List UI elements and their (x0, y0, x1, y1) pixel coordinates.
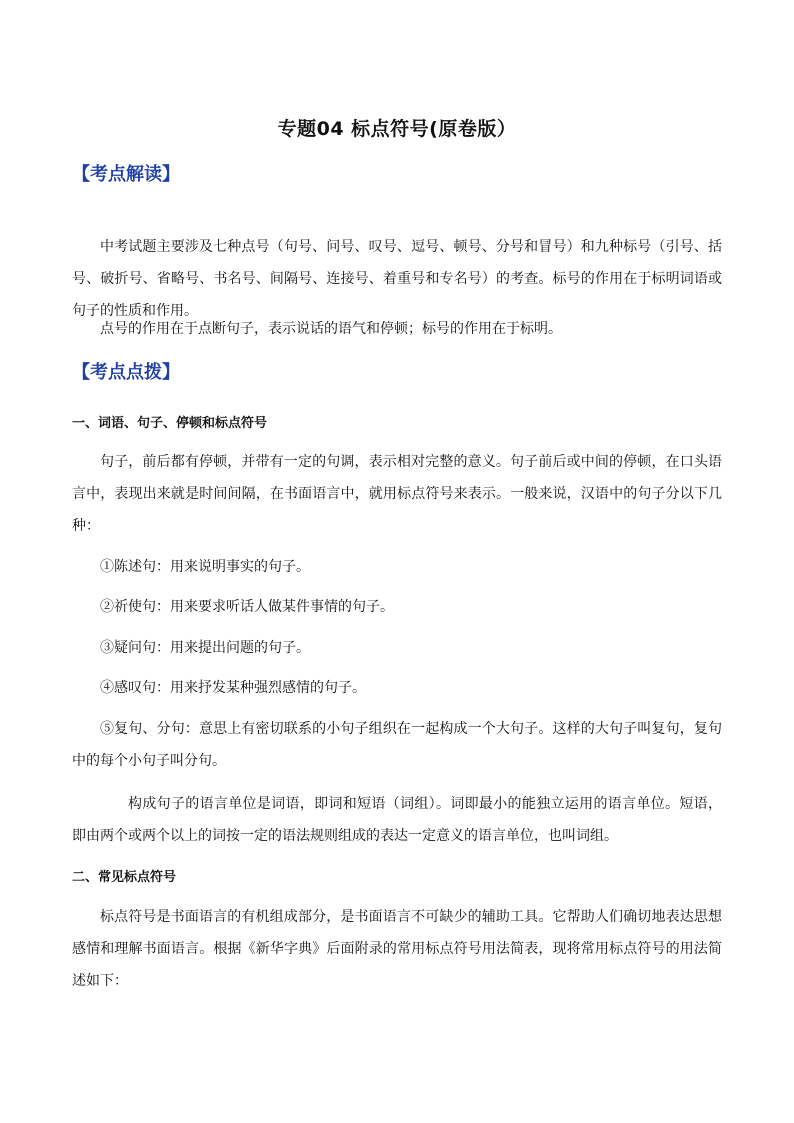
list-item: ①陈述句：用来说明事实的句子。 (100, 559, 310, 575)
subheading-words-sentences: 一、词语、句子、停顿和标点符号 (72, 416, 268, 431)
subheading-common-punctuation: 二、常见标点符号 (72, 870, 177, 885)
document-title: 专题04 标点符号(原卷版） (277, 118, 517, 140)
list-item: ③疑问句：用来提出问题的句子。 (100, 640, 310, 656)
paragraph-word-units: 构成句子的语言单位是词语，即词和短语（词组）。词即最小的能独立运用的语言单位。短语，即由两个或两个以上的词按一定的语法规则组成的表达一定意义的语言单位，也叫词组。 (72, 796, 722, 844)
section-heading-guidance: 【考点点拨】 (72, 362, 180, 383)
section-heading-exam-points: 【考点解读】 (72, 164, 180, 185)
list-item: ④感叹句：用来抒发某种强烈感情的句子。 (100, 680, 366, 696)
paragraph-exam-overview: 中考试题主要涉及七种点号（句号、问号、叹号、逗号、顿号、分号和冒号）和九种标号（引号、括号、破折号、省略号、书名号、间隔号、连接号、着重号和专名号）的考查。标号的作用在于标明词语或句子的性质和作用。 (72, 239, 722, 319)
list-item: ②祈使句：用来要求听话人做某件事情的句子。 (100, 599, 394, 615)
paragraph-punctuation-intro: 标点符号是书面语言的有机组成部分，是书面语言不可缺少的辅助工具。它帮助人们确切地表达思想感情和理解书面语言。根据《新华字典》后面附录的常用标点符号用法简表，现将常用标点符号的用法简述如下： (72, 909, 722, 989)
paragraph-point-marks: 点号的作用在于点断句子，表示说话的语气和停顿；标号的作用在于标明。 (100, 321, 562, 337)
paragraph-complex-sentence: ⑤复句、分句：意思上有密切联系的小句子组织在一起构成一个大句子。这样的大句子叫复句，复句中的每个小句子叫分句。 (72, 721, 722, 769)
paragraph-sentence-definition: 句子，前后都有停顿，并带有一定的句调，表示相对完整的意义。句子前后或中间的停顿，在口头语言中，表现出来就是时间间隔，在书面语言中，就用标点符号来表示。一般来说，汉语中的句子分以下几种： (72, 454, 722, 534)
